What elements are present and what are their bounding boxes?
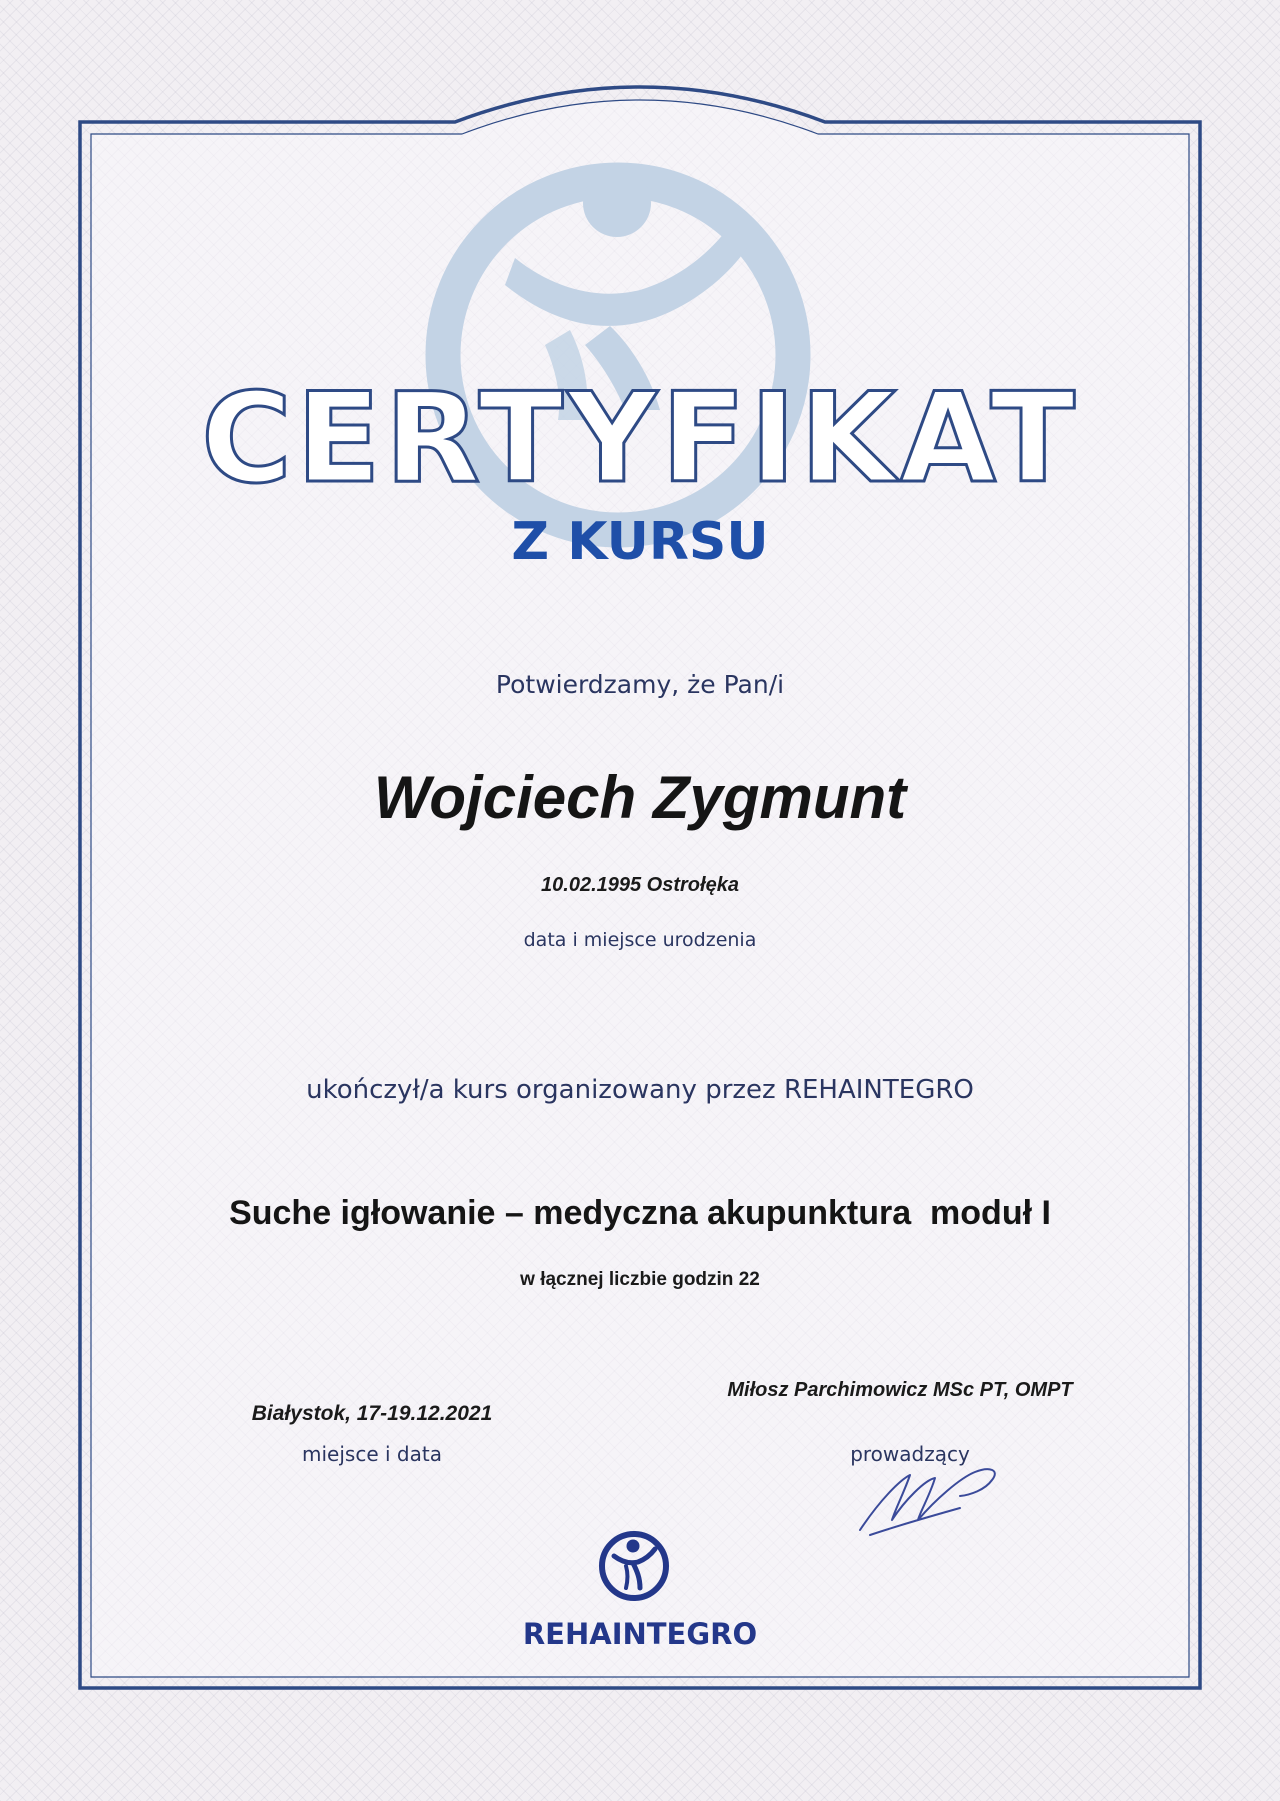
recipient-name: Wojciech Zygmunt [373, 764, 907, 831]
birth-label: data i miejsce urodzenia [523, 929, 757, 951]
place-date-label: miejsce i data [302, 1442, 442, 1466]
course-name: Suche igłowanie – medyczna akupunktura moduł I [229, 1194, 1051, 1232]
brand-name: REHAINTEGRO [522, 1617, 758, 1651]
completion-statement: ukończył/a kurs organizowany przez REHAINTEGRO [306, 1075, 974, 1105]
instructor-name: Miłosz Parchimowicz MSc PT, OMPT [727, 1379, 1073, 1401]
certificate-title: CERTYFIKAT [201, 367, 1079, 511]
certificate-subtitle: Z KURSU [511, 512, 769, 572]
instructor-label: prowadzący [850, 1442, 970, 1466]
place-date: Białystok, 17-19.12.2021 [251, 1402, 493, 1425]
confirmation-text: Potwierdzamy, że Pan/i [495, 670, 785, 699]
hours-statement: w łącznej liczbie godzin 22 [520, 1269, 760, 1290]
birth-info: 10.02.1995 Ostrołęka [541, 874, 739, 896]
